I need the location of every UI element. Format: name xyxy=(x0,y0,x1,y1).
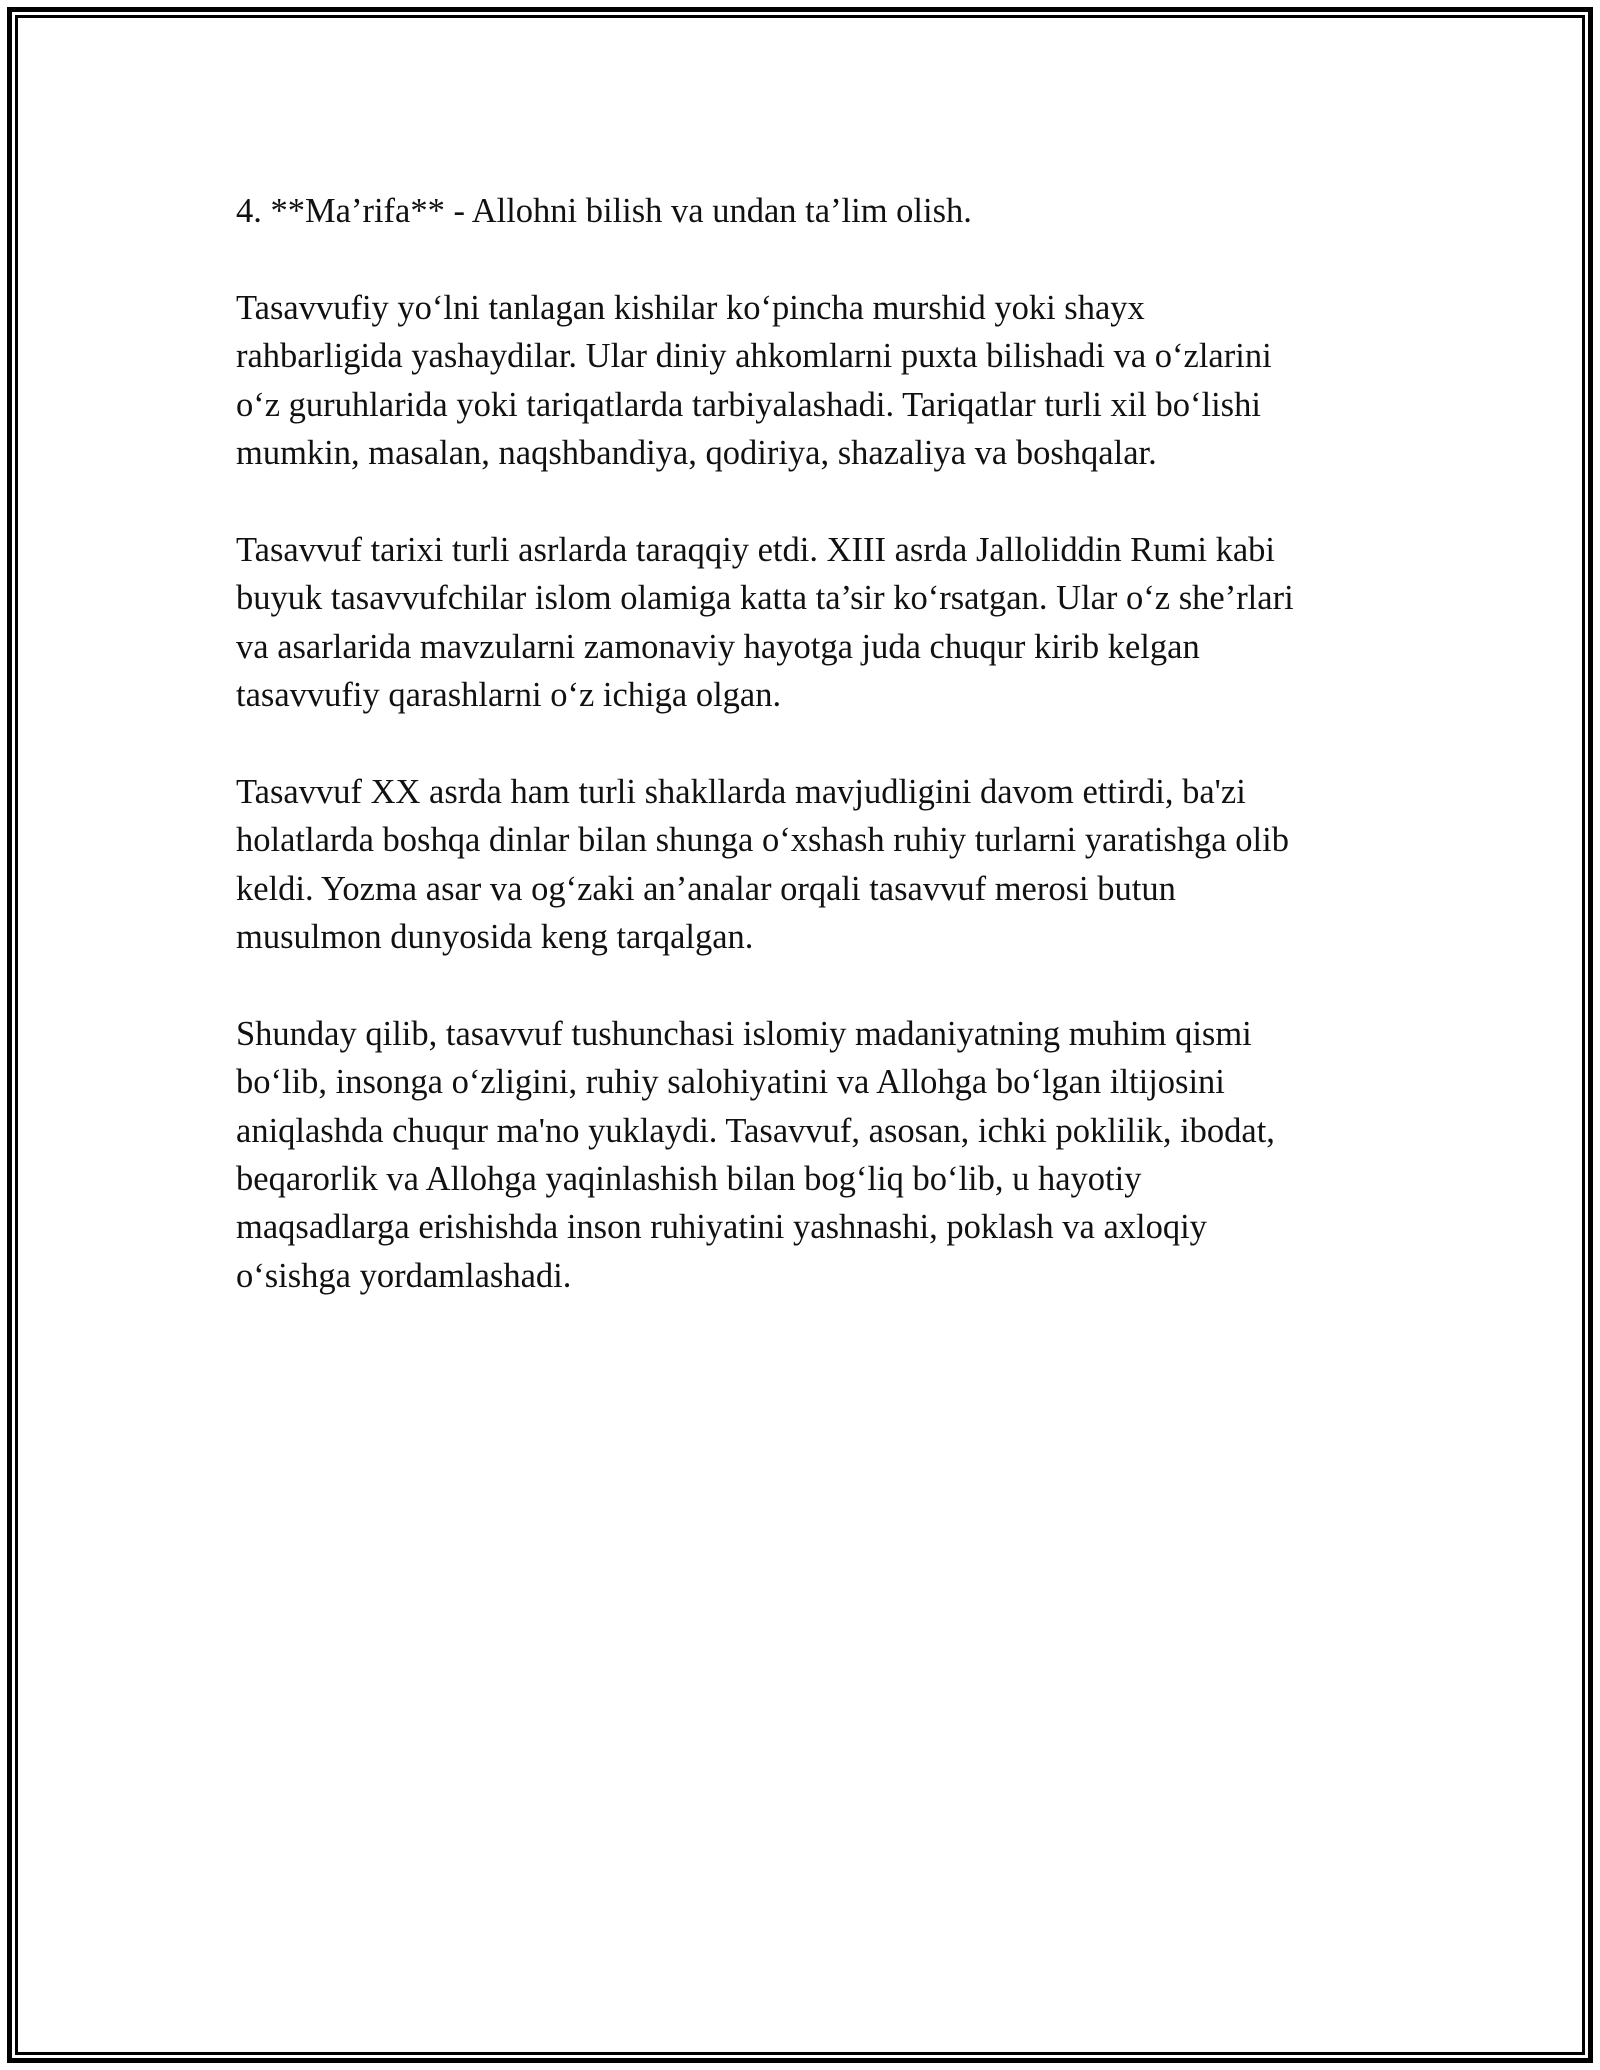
paragraph-marifa: 4. **Ma’rifa** - Allohni bilish va undan ta’lim olish. xyxy=(236,192,972,230)
document-body xyxy=(236,187,1376,1349)
paragraph-tasavvuf-tarixi: Tasavvuf tarixi turli asrlarda taraqqiy etdi. XIII asrda Jalloliddin Rumi kabi buyuk tasavvufchilar islom olamiga katta ta’sir ko‘rsatgan. Ular o‘z she’rlari va asarlarida mavzularni zamonaviy hayotga juda chuqur kirib kelgan tasavvufiy qarashlarni o‘z ichiga olgan. xyxy=(236,530,1294,715)
paragraph-xx-asr: Tasavvuf XX asrda ham turli shakllarda mavjudligini davom ettirdi, ba'zi holatlarda boshqa dinlar bilan shunga o‘xshash ruhiy turlarni yaratishga olib keldi. Yozma asar va og‘zaki an’analar orqali tasavvuf merosi butun musulmon dunyosida keng tarqalgan. xyxy=(236,772,1289,957)
paragraph-shunday-qilib: Shunday qilib, tasavvuf tushunchasi islomiy madaniyatning muhim qismi bo‘lib, insonga o‘zligini, ruhiy salohiyatini va Allohga bo‘lgan iltijosini aniqlashda chuqur ma'no yuklaydi. Tasavvuf, asosan, ichki poklilik, ibodat, beqarorlik va Allohga yaqinlashish bilan bog‘liq bo‘lib, u hayotiy maqsadlarga erishishda inson ruhiyatini yashnashi, poklash va axloqiy o‘sishga yordamlashadi. xyxy=(236,1014,1275,1295)
paragraph-tasavvufiy-yol: Tasavvufiy yo‘lni tanlagan kishilar ko‘pincha murshid yoki shayx rahbarligida yashaydilar. Ular diniy ahkomlarni puxta bilishadi va o‘zlarini o‘z guruhlarida yoki tariqatlarda tarbiyalashadi. Tariqatlar turli xil bo‘lishi mumkin, masalan, naqshbandiya, qodiriya, shazaliya va boshqalar. xyxy=(236,288,1272,473)
